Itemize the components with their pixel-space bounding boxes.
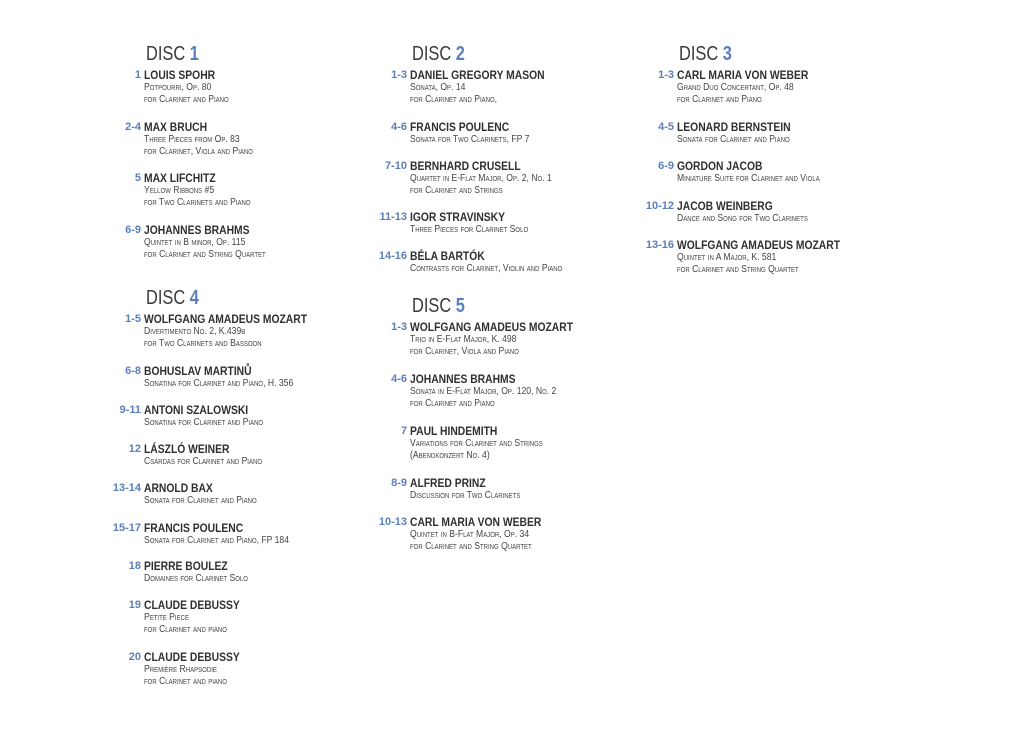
work-description: (Abendkonzert No. 4) (410, 450, 490, 461)
composer-name: JOHANNES BRAHMS (410, 372, 516, 386)
track-entry (117, 224, 404, 261)
work-description: Première Rhapsodie (144, 664, 217, 675)
composer-name: CARL MARIA VON WEBER (410, 515, 542, 529)
track-number: 8-9 (391, 477, 407, 489)
track-number: 1-5 (125, 313, 141, 325)
composer-name: BOHUSLAV MARTINŮ (144, 364, 252, 378)
track-number: 9-11 (119, 404, 141, 416)
track-number: 14-16 (378, 250, 407, 262)
track-number: 4-5 (658, 121, 674, 133)
work-description: Dance and Song for Two Clarinets (677, 213, 808, 224)
track-number: 2-4 (125, 121, 141, 133)
track-entry (650, 160, 937, 185)
track-number: 1-3 (391, 321, 407, 333)
track-entry (117, 404, 404, 429)
work-description: Sonata for Clarinet and Piano, FP 184 (144, 535, 290, 546)
composer-name: CLAUDE DEBUSSY (144, 650, 240, 664)
track-entry (117, 599, 404, 636)
disc-number: 5 (455, 295, 465, 317)
composer-name: MAX LIFCHITZ (144, 171, 216, 185)
work-description: Contrasts for Clarinet, Violin and Piano (410, 263, 563, 274)
work-description: Miniature Suite for Clarinet and Viola (677, 173, 820, 184)
work-description: Yellow Ribbons #5 (144, 185, 215, 196)
work-description: for Two Clarinets and Bassoon (144, 338, 262, 349)
work-description: for Clarinet and String Quartet (144, 249, 266, 260)
track-entry (117, 443, 404, 468)
work-description: for Clarinet and Piano, (410, 94, 498, 105)
disc-heading (412, 44, 465, 66)
track-number: 1-3 (658, 69, 674, 81)
composer-name: ANTONI SZALOWSKI (144, 403, 249, 417)
work-description: Sonata in E-Flat Major, Op. 120, No. 2 (410, 386, 557, 397)
track-number: 6-9 (658, 160, 674, 172)
work-description: Trio in E-Flat Major, K. 498 (410, 334, 517, 345)
work-description: Sonatina for Clarinet and Piano, H. 356 (144, 378, 294, 389)
work-description: for Clarinet and Strings (410, 185, 503, 196)
composer-name: GORDON JACOB (677, 159, 763, 173)
disc-heading (146, 288, 199, 310)
work-description: Discussion for Two Clarinets (410, 490, 521, 501)
track-entry (383, 121, 670, 146)
track-number: 15-17 (112, 522, 141, 534)
track-number: 11-13 (379, 211, 407, 223)
track-entry (645, 199, 937, 225)
work-description: for Clarinet and Piano (144, 94, 229, 105)
track-number: 20 (128, 651, 141, 663)
composer-name: WOLFGANG AMADEUS MOZART (410, 320, 574, 334)
composer-name: BÉLA BARTÓK (410, 249, 485, 263)
track-entry (383, 373, 670, 410)
work-description: Sonata for Clarinet and Piano (144, 495, 257, 506)
disc-heading (146, 44, 199, 66)
work-description: Three Pieces for Clarinet Solo (410, 224, 529, 235)
composer-name: FRANCIS POULENC (410, 120, 510, 134)
composer-name: WOLFGANG AMADEUS MOZART (677, 238, 841, 252)
track-number: 13-16 (645, 239, 674, 251)
disc-label: DISC (679, 43, 719, 65)
track-number: 7-10 (384, 160, 407, 172)
work-description: for Clarinet and Piano (410, 398, 495, 409)
disc-heading (412, 296, 465, 318)
disc-label: DISC (412, 43, 452, 65)
work-description: for Clarinet and Piano (677, 94, 762, 105)
work-description: for Clarinet and String Quartet (677, 264, 799, 275)
work-description: Potpourri, Op. 80 (144, 82, 212, 93)
composer-name: BERNHARD CRUSELL (410, 159, 521, 173)
composer-name: LEONARD BERNSTEIN (677, 120, 791, 134)
composer-name: ARNOLD BAX (144, 481, 213, 495)
disc-number: 3 (722, 43, 732, 65)
work-description: for Clarinet and piano (144, 676, 227, 687)
track-number: 5 (134, 172, 141, 184)
track-number: 6-8 (125, 365, 141, 377)
work-description: for Clarinet, Viola and Piano (144, 146, 253, 157)
track-entry (379, 210, 670, 236)
track-entry (117, 313, 404, 350)
work-description: Domaines for Clarinet Solo (144, 573, 248, 584)
track-entry (117, 172, 404, 209)
track-number: 4-6 (391, 373, 407, 385)
disc-label: DISC (412, 295, 452, 317)
track-entry (383, 477, 670, 502)
track-number: 19 (128, 599, 141, 611)
composer-name: WOLFGANG AMADEUS MOZART (144, 312, 308, 326)
track-number: 1 (134, 69, 141, 81)
track-entry (117, 560, 404, 585)
track-entry (117, 651, 404, 688)
work-description: Sonata for Clarinet and Piano (677, 134, 790, 145)
track-number: 1-3 (391, 69, 407, 81)
work-description: Divertimento No. 2, K.439b (144, 326, 246, 337)
work-description: Three Pieces from Op. 83 (144, 134, 240, 145)
composer-name: ALFRED PRINZ (410, 476, 486, 490)
work-description: Quartet in E-Flat Major, Op. 2, No. 1 (410, 173, 552, 184)
work-description: for Clarinet and String Quartet (410, 541, 532, 552)
composer-name: LOUIS SPOHR (144, 68, 216, 82)
track-number: 4-6 (391, 121, 407, 133)
work-description: Petite Piece (144, 612, 189, 623)
track-number: 13-14 (112, 482, 141, 494)
disc-number: 2 (455, 43, 465, 65)
track-entry (383, 69, 670, 106)
work-description: Quintet in A Major, K. 581 (677, 252, 777, 263)
track-entry (378, 515, 670, 553)
composer-name: MAX BRUCH (144, 120, 208, 134)
work-description: Quintet in B minor, Op. 115 (144, 237, 246, 248)
composer-name: CARL MARIA VON WEBER (677, 68, 809, 82)
disc-number: 4 (189, 287, 199, 309)
track-number: 7 (400, 425, 407, 437)
track-entry (117, 69, 404, 106)
work-description: Grand Duo Concertant, Op. 48 (677, 82, 794, 93)
track-entry (383, 425, 670, 462)
disc-label: DISC (146, 287, 186, 309)
work-description: Variations for Clarinet and Strings (410, 438, 543, 449)
composer-name: IGOR STRAVINSKY (410, 210, 506, 224)
composer-name: FRANCIS POULENC (144, 521, 244, 535)
track-entry (117, 365, 404, 390)
composer-name: CLAUDE DEBUSSY (144, 598, 240, 612)
track-number: 10-13 (378, 516, 407, 528)
work-description: Sonata for Two Clarinets, FP 7 (410, 134, 530, 145)
work-description: for Clarinet and piano (144, 624, 227, 635)
track-number: 12 (128, 443, 141, 455)
composer-name: PIERRE BOULEZ (144, 559, 228, 573)
work-description: Csárdas for Clarinet and Piano (144, 456, 263, 467)
track-entry (645, 238, 937, 276)
work-description: Sonata, Op. 14 (410, 82, 466, 93)
work-description: for Clarinet, Viola and Piano (410, 346, 519, 357)
track-entry (650, 69, 937, 106)
track-entry (117, 121, 404, 158)
work-description: Quintet in B-Flat Major, Op. 34 (410, 529, 530, 540)
track-number: 10-12 (645, 200, 674, 212)
track-number: 6-9 (125, 224, 141, 236)
composer-name: PAUL HINDEMITH (410, 424, 498, 438)
work-description: for Two Clarinets and Piano (144, 197, 251, 208)
track-entry (383, 321, 670, 358)
composer-name: JACOB WEINBERG (677, 199, 773, 213)
disc-label: DISC (146, 43, 186, 65)
disc-number: 1 (189, 43, 199, 65)
disc-heading (679, 44, 732, 66)
composer-name: DANIEL GREGORY MASON (410, 68, 545, 82)
track-entry (383, 160, 670, 197)
work-description: Sonatina for Clarinet and Piano (144, 417, 264, 428)
track-entry (650, 121, 937, 146)
track-entry (378, 249, 670, 275)
track-number: 18 (128, 560, 141, 572)
composer-name: LÁSZLÓ WEINER (144, 442, 230, 456)
composer-name: JOHANNES BRAHMS (144, 223, 250, 237)
